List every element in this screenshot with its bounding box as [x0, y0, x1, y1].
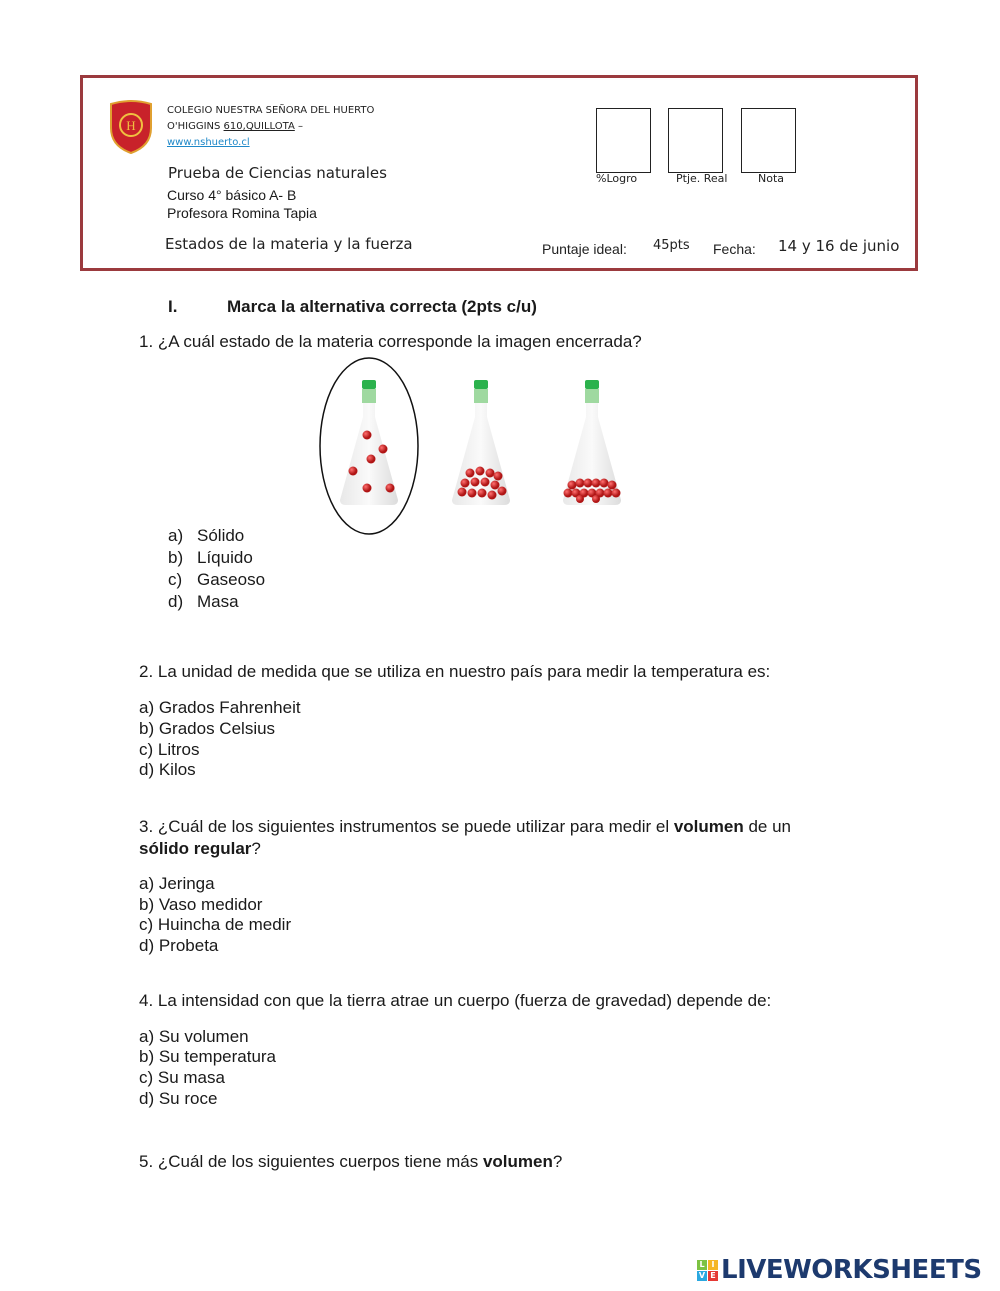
nota-box[interactable]: [741, 108, 796, 173]
logo-letter: L: [697, 1260, 707, 1270]
date-value: 14 y 16 de junio: [778, 237, 900, 255]
q1-option-letter[interactable]: c): [168, 570, 183, 589]
solid-flask-icon: [563, 380, 621, 505]
q1-option-letter[interactable]: b): [168, 548, 184, 567]
question-5: [139, 1152, 562, 1172]
svg-text:H: H: [126, 118, 136, 133]
ptje-real-box[interactable]: [668, 108, 723, 173]
logo-letter: E: [708, 1271, 718, 1281]
ideal-score-value: 45pts: [653, 238, 690, 253]
liveworksheets-name: LIVEWORKSHEETS: [721, 1255, 982, 1285]
ptje-real-label: Ptje. Real: [676, 172, 728, 185]
question-3-line-2: [139, 839, 261, 859]
q1-option-b[interactable]: Líquido: [197, 548, 253, 567]
question-1: 1. ¿A cuál estado de la materia corresponde la imagen encerrada?: [139, 332, 642, 351]
q5-text: 5. ¿Cuál de los siguientes cuerpos tiene más: [139, 1152, 483, 1171]
liveworksheets-brand: [697, 1255, 982, 1285]
logro-box[interactable]: [596, 108, 651, 173]
q5-bold-volumen: volumen: [482, 1152, 553, 1171]
liveworksheets-logo-icon: [697, 1260, 718, 1281]
q2-option-b[interactable]: b) Grados Celsius: [139, 719, 276, 738]
q4-option-a[interactable]: a) Su volumen: [139, 1027, 249, 1046]
school-address: [167, 121, 303, 132]
logo-letter: V: [698, 1270, 706, 1280]
q3-text: 3. ¿Cuál de los siguientes instrumentos se puede utilizar para medir el: [139, 817, 674, 836]
section-title: Marca la alternativa correcta (2pts c/u): [227, 297, 537, 316]
logro-label: %Logro: [596, 172, 638, 185]
q3-option-c[interactable]: c) Huincha de medir: [139, 915, 292, 934]
school-crest-icon: [108, 100, 154, 154]
topic: Estados de la materia y la fuerza: [165, 235, 413, 253]
address-text: O'HIGGINS: [167, 121, 224, 132]
q3-text: de un: [743, 817, 791, 836]
liquid-flask-icon: [452, 380, 510, 505]
flasks-illustration: [310, 355, 640, 540]
teacher: Profesora Romina Tapia: [167, 205, 317, 221]
q4-option-c[interactable]: c) Su masa: [139, 1068, 225, 1087]
ideal-score-label: Puntaje ideal:: [542, 241, 627, 257]
q1-option-c[interactable]: Gaseoso: [197, 570, 266, 589]
q4-option-b[interactable]: b) Su temperatura: [139, 1047, 277, 1066]
q3-bold-solido: sólido regular: [139, 839, 252, 858]
course: Curso 4° básico A- B: [167, 187, 297, 203]
logo-letter: I: [708, 1260, 718, 1270]
q3-option-a[interactable]: a) Jeringa: [139, 874, 215, 893]
test-title: Prueba de Ciencias naturales: [168, 164, 387, 182]
nota-label: Nota: [758, 172, 785, 185]
date-label: Fecha:: [713, 241, 756, 257]
q1-option-a[interactable]: Sólido: [197, 526, 245, 545]
q1-option-letter[interactable]: d): [168, 592, 184, 611]
q2-option-a[interactable]: a) Grados Fahrenheit: [139, 698, 301, 717]
q3-bold-volumen: volumen: [673, 817, 744, 836]
address-dash: –: [294, 121, 303, 132]
q3-text: ?: [251, 839, 261, 858]
address-link[interactable]: 610,QUILLOTA: [223, 121, 295, 132]
school-name: COLEGIO NUESTRA SEÑORA DEL HUERTO: [167, 105, 375, 116]
q3-option-d[interactable]: d) Probeta: [139, 936, 219, 955]
gas-flask-icon: [340, 380, 398, 505]
q2-option-c[interactable]: c) Litros: [139, 740, 200, 759]
question-2: 2. La unidad de medida que se utiliza en nuestro país para medir la temperatura es:: [139, 662, 771, 681]
q3-option-b[interactable]: b) Vaso medidor: [139, 895, 263, 914]
q4-option-d[interactable]: d) Su roce: [139, 1089, 218, 1108]
question-4: 4. La intensidad con que la tierra atrae un cuerpo (fuerza de gravedad) depende de:: [139, 991, 772, 1010]
q1-option-letter[interactable]: a): [168, 526, 184, 545]
q1-option-d[interactable]: Masa: [197, 592, 239, 611]
question-3: [139, 817, 791, 837]
q5-text: ?: [552, 1152, 563, 1171]
q2-option-d[interactable]: d) Kilos: [139, 760, 196, 779]
school-website-link[interactable]: www.nshuerto.cl: [167, 137, 250, 148]
section-number: I.: [168, 297, 178, 316]
